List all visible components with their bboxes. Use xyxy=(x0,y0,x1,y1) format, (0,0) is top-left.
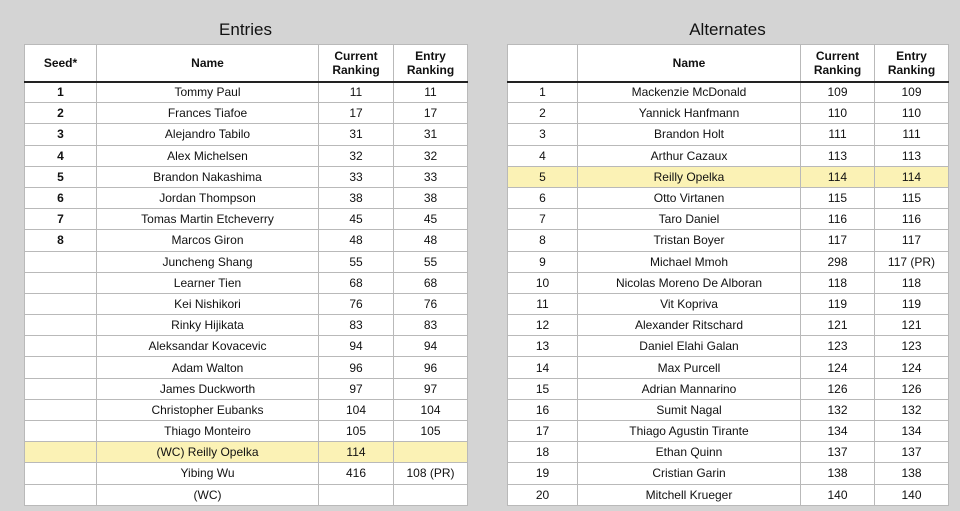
entries-entry-ranking xyxy=(394,442,468,463)
alternates-current-ranking: 123 xyxy=(801,336,875,357)
alternates-entry-ranking: 113 xyxy=(875,145,949,166)
alternates-current-ranking: 109 xyxy=(801,82,875,103)
alternates-row xyxy=(508,272,949,293)
entries-header-current-ranking: Current Ranking xyxy=(319,45,394,82)
entries-player-name: Thiago Monteiro xyxy=(97,421,319,442)
alternates-row xyxy=(508,293,949,314)
entries-current-ranking: 17 xyxy=(319,103,394,124)
alternates-current-ranking: 114 xyxy=(801,166,875,187)
alternates-number: 7 xyxy=(508,209,578,230)
entries-current-ranking xyxy=(319,484,394,505)
alternates-entry-ranking: 124 xyxy=(875,357,949,378)
alternates-row xyxy=(508,421,949,442)
alternates-row xyxy=(508,336,949,357)
entries-header-entry-ranking: Entry Ranking xyxy=(394,45,468,82)
alternates-player-name: Otto Virtanen xyxy=(578,187,801,208)
entries-entry-ranking: 83 xyxy=(394,315,468,336)
entries-current-ranking: 83 xyxy=(319,315,394,336)
alternates-number: 15 xyxy=(508,378,578,399)
alternates-entry-ranking: 111 xyxy=(875,124,949,145)
entries-row xyxy=(25,336,468,357)
alternates-current-ranking: 132 xyxy=(801,399,875,420)
alternates-row xyxy=(508,315,949,336)
alternates-current-ranking: 124 xyxy=(801,357,875,378)
alternates-player-name: Thiago Agustin Tirante xyxy=(578,421,801,442)
entries-current-ranking: 104 xyxy=(319,399,394,420)
entries-current-ranking: 45 xyxy=(319,209,394,230)
entries-row xyxy=(25,166,468,187)
entries-player-name: (WC) Reilly Opelka xyxy=(97,442,319,463)
entries-title: Entries xyxy=(219,20,272,39)
entries-seed: 7 xyxy=(25,209,97,230)
alternates-current-ranking: 111 xyxy=(801,124,875,145)
entries-current-ranking: 114 xyxy=(319,442,394,463)
alternates-current-ranking: 121 xyxy=(801,315,875,336)
alternates-entry-ranking: 137 xyxy=(875,442,949,463)
entries-entry-ranking: 11 xyxy=(394,82,468,103)
alternates-row xyxy=(508,251,949,272)
entries-current-ranking: 38 xyxy=(319,187,394,208)
alternates-row xyxy=(508,484,949,505)
entries-seed xyxy=(25,272,97,293)
alternates-player-name: Yannick Hanfmann xyxy=(578,103,801,124)
entries-player-name: Rinky Hijikata xyxy=(97,315,319,336)
entries-player-name: Tommy Paul xyxy=(97,82,319,103)
alternates-entry-ranking: 134 xyxy=(875,421,949,442)
alternates-player-name: Nicolas Moreno De Alboran xyxy=(578,272,801,293)
alternates-row xyxy=(508,463,949,484)
entries-entry-ranking: 45 xyxy=(394,209,468,230)
entries-current-ranking: 105 xyxy=(319,421,394,442)
alternates-row xyxy=(508,209,949,230)
alternates-current-ranking: 119 xyxy=(801,293,875,314)
alternates-current-ranking: 110 xyxy=(801,103,875,124)
entries-seed xyxy=(25,484,97,505)
entries-player-name: Adam Walton xyxy=(97,357,319,378)
entries-row xyxy=(25,209,468,230)
entries-seed xyxy=(25,315,97,336)
alternates-row xyxy=(508,357,949,378)
alternates-header-number xyxy=(508,45,578,82)
entries-seed xyxy=(25,336,97,357)
alternates-entry-ranking: 114 xyxy=(875,166,949,187)
alternates-number: 3 xyxy=(508,124,578,145)
entries-player-name: Frances Tiafoe xyxy=(97,103,319,124)
alternates-number: 2 xyxy=(508,103,578,124)
alternates-entry-ranking: 117 xyxy=(875,230,949,251)
entries-entry-ranking: 55 xyxy=(394,251,468,272)
entries-seed: 6 xyxy=(25,187,97,208)
entries-current-ranking: 96 xyxy=(319,357,394,378)
entries-header-seed: Seed* xyxy=(25,45,97,82)
alternates-row xyxy=(508,82,949,103)
entries-player-name: Kei Nishikori xyxy=(97,293,319,314)
entries-current-ranking: 76 xyxy=(319,293,394,314)
alternates-current-ranking: 298 xyxy=(801,251,875,272)
alternates-player-name: Ethan Quinn xyxy=(578,442,801,463)
entries-entry-ranking: 104 xyxy=(394,399,468,420)
alternates-number: 8 xyxy=(508,230,578,251)
entries-current-ranking: 32 xyxy=(319,145,394,166)
alternates-header-row xyxy=(508,45,949,82)
entries-row xyxy=(25,103,468,124)
alternates-number: 19 xyxy=(508,463,578,484)
alternates-entry-ranking: 121 xyxy=(875,315,949,336)
entries-player-name: Christopher Eubanks xyxy=(97,399,319,420)
entries-entry-ranking: 17 xyxy=(394,103,468,124)
entries-player-name: James Duckworth xyxy=(97,378,319,399)
entries-seed xyxy=(25,399,97,420)
entries-entry-ranking: 38 xyxy=(394,187,468,208)
alternates-player-name: Mackenzie McDonald xyxy=(578,82,801,103)
alternates-entry-ranking: 138 xyxy=(875,463,949,484)
alternates-entry-ranking: 115 xyxy=(875,187,949,208)
entries-current-ranking: 31 xyxy=(319,124,394,145)
alternates-player-name: Vit Kopriva xyxy=(578,293,801,314)
alternates-entry-ranking: 132 xyxy=(875,399,949,420)
entries-row xyxy=(25,399,468,420)
entries-player-name: (WC) xyxy=(97,484,319,505)
entries-seed xyxy=(25,357,97,378)
alternates-player-name: Taro Daniel xyxy=(578,209,801,230)
alternates-entry-ranking: 140 xyxy=(875,484,949,505)
entries-seed: 8 xyxy=(25,230,97,251)
entries-row xyxy=(25,187,468,208)
entries-current-ranking: 416 xyxy=(319,463,394,484)
entries-player-name: Juncheng Shang xyxy=(97,251,319,272)
entries-row xyxy=(25,357,468,378)
alternates-number: 10 xyxy=(508,272,578,293)
entries-player-name: Aleksandar Kovacevic xyxy=(97,336,319,357)
alternates-player-name: Adrian Mannarino xyxy=(578,378,801,399)
alternates-number: 16 xyxy=(508,399,578,420)
entries-player-name: Marcos Giron xyxy=(97,230,319,251)
alternates-entry-ranking: 117 (PR) xyxy=(875,251,949,272)
entries-entry-ranking: 105 xyxy=(394,421,468,442)
entries-seed: 4 xyxy=(25,145,97,166)
alternates-player-name: Reilly Opelka xyxy=(578,166,801,187)
entries-current-ranking: 97 xyxy=(319,378,394,399)
alternates-entry-ranking: 109 xyxy=(875,82,949,103)
alternates-row xyxy=(508,187,949,208)
alternates-row xyxy=(508,124,949,145)
alternates-current-ranking: 113 xyxy=(801,145,875,166)
alternates-row xyxy=(508,230,949,251)
entries-row xyxy=(25,442,468,463)
alternates-player-name: Max Purcell xyxy=(578,357,801,378)
entries-current-ranking: 48 xyxy=(319,230,394,251)
entries-player-name: Jordan Thompson xyxy=(97,187,319,208)
entries-row xyxy=(25,251,468,272)
alternates-entry-ranking: 118 xyxy=(875,272,949,293)
alternates-current-ranking: 117 xyxy=(801,230,875,251)
alternates-number: 4 xyxy=(508,145,578,166)
entries-player-name: Learner Tien xyxy=(97,272,319,293)
entries-player-name: Yibing Wu xyxy=(97,463,319,484)
entries-current-ranking: 33 xyxy=(319,166,394,187)
entries-table-body xyxy=(25,82,468,506)
entries-seed xyxy=(25,251,97,272)
alternates-current-ranking: 138 xyxy=(801,463,875,484)
entries-entry-ranking: 68 xyxy=(394,272,468,293)
alternates-number: 6 xyxy=(508,187,578,208)
alternates-row xyxy=(508,103,949,124)
entries-player-name: Brandon Nakashima xyxy=(97,166,319,187)
entries-row xyxy=(25,421,468,442)
alternates-number: 20 xyxy=(508,484,578,505)
alternates-number: 13 xyxy=(508,336,578,357)
alternates-row xyxy=(508,166,949,187)
entries-row xyxy=(25,230,468,251)
alternates-entry-ranking: 126 xyxy=(875,378,949,399)
alternates-entry-ranking: 116 xyxy=(875,209,949,230)
entries-seed xyxy=(25,293,97,314)
entries-entry-ranking: 31 xyxy=(394,124,468,145)
entries-entry-ranking: 97 xyxy=(394,378,468,399)
entries-seed: 2 xyxy=(25,103,97,124)
entries-player-name: Alejandro Tabilo xyxy=(97,124,319,145)
entries-entry-ranking: 108 (PR) xyxy=(394,463,468,484)
alternates-row xyxy=(508,378,949,399)
entries-entry-ranking: 48 xyxy=(394,230,468,251)
alternates-number: 9 xyxy=(508,251,578,272)
entries-seed xyxy=(25,442,97,463)
entries-row xyxy=(25,82,468,103)
alternates-number: 17 xyxy=(508,421,578,442)
alternates-current-ranking: 115 xyxy=(801,187,875,208)
alternates-current-ranking: 126 xyxy=(801,378,875,399)
entries-seed: 5 xyxy=(25,166,97,187)
alternates-header-current-ranking: Current Ranking xyxy=(801,45,875,82)
alternates-title: Alternates xyxy=(689,20,766,39)
alternates-current-ranking: 116 xyxy=(801,209,875,230)
entries-row xyxy=(25,145,468,166)
alternates-current-ranking: 137 xyxy=(801,442,875,463)
alternates-player-name: Mitchell Krueger xyxy=(578,484,801,505)
alternates-entry-ranking: 123 xyxy=(875,336,949,357)
alternates-player-name: Michael Mmoh xyxy=(578,251,801,272)
entries-entry-ranking: 94 xyxy=(394,336,468,357)
entries-header-name: Name xyxy=(97,45,319,82)
entries-row xyxy=(25,463,468,484)
entries-current-ranking: 11 xyxy=(319,82,394,103)
alternates-number: 11 xyxy=(508,293,578,314)
entries-current-ranking: 55 xyxy=(319,251,394,272)
alternates-current-ranking: 118 xyxy=(801,272,875,293)
entries-entry-ranking xyxy=(394,484,468,505)
entries-row xyxy=(25,293,468,314)
entries-entry-ranking: 32 xyxy=(394,145,468,166)
entries-player-name: Alex Michelsen xyxy=(97,145,319,166)
entries-row xyxy=(25,315,468,336)
alternates-number: 1 xyxy=(508,82,578,103)
entries-row xyxy=(25,484,468,505)
entries-current-ranking: 68 xyxy=(319,272,394,293)
alternates-number: 5 xyxy=(508,166,578,187)
alternates-current-ranking: 134 xyxy=(801,421,875,442)
entries-seed: 1 xyxy=(25,82,97,103)
alternates-number: 18 xyxy=(508,442,578,463)
alternates-number: 14 xyxy=(508,357,578,378)
alternates-row xyxy=(508,145,949,166)
entries-seed xyxy=(25,463,97,484)
alternates-entry-ranking: 110 xyxy=(875,103,949,124)
alternates-player-name: Tristan Boyer xyxy=(578,230,801,251)
entries-seed xyxy=(25,378,97,399)
entries-row xyxy=(25,378,468,399)
alternates-player-name: Sumit Nagal xyxy=(578,399,801,420)
entries-player-name: Tomas Martin Etcheverry xyxy=(97,209,319,230)
alternates-row xyxy=(508,399,949,420)
entries-entry-ranking: 76 xyxy=(394,293,468,314)
entries-header-row xyxy=(25,45,468,82)
alternates-player-name: Daniel Elahi Galan xyxy=(578,336,801,357)
entries-current-ranking: 94 xyxy=(319,336,394,357)
alternates-header-name: Name xyxy=(578,45,801,82)
alternates-entry-ranking: 119 xyxy=(875,293,949,314)
entries-table xyxy=(24,44,468,506)
entries-seed xyxy=(25,421,97,442)
alternates-player-name: Alexander Ritschard xyxy=(578,315,801,336)
alternates-player-name: Brandon Holt xyxy=(578,124,801,145)
alternates-table-body xyxy=(508,82,949,506)
entries-entry-ranking: 96 xyxy=(394,357,468,378)
alternates-header-entry-ranking: Entry Ranking xyxy=(875,45,949,82)
alternates-table xyxy=(507,44,949,506)
alternates-player-name: Arthur Cazaux xyxy=(578,145,801,166)
entries-row xyxy=(25,124,468,145)
alternates-row xyxy=(508,442,949,463)
alternates-number: 12 xyxy=(508,315,578,336)
alternates-player-name: Cristian Garin xyxy=(578,463,801,484)
entries-seed: 3 xyxy=(25,124,97,145)
entries-entry-ranking: 33 xyxy=(394,166,468,187)
alternates-current-ranking: 140 xyxy=(801,484,875,505)
entries-row xyxy=(25,272,468,293)
